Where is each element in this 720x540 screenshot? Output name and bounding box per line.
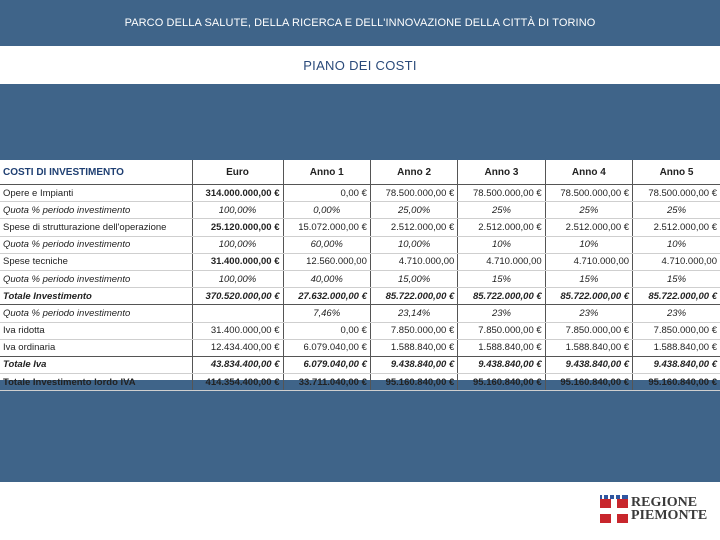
table-cell: 1.588.840,00 € xyxy=(545,339,632,356)
table-cell: 100,00% xyxy=(192,202,283,219)
coat-of-arms-icon xyxy=(600,495,628,523)
table-cell: 23% xyxy=(633,305,720,322)
row-label: Totale Investimento lordo IVA xyxy=(0,374,192,391)
cost-table xyxy=(0,160,720,391)
table-header-row xyxy=(0,160,720,185)
table-cell: 95.160.840,00 € xyxy=(545,374,632,391)
table-cell: 370.520.000,00 € xyxy=(192,288,283,305)
table-row xyxy=(0,339,720,356)
subtitle-bar xyxy=(0,46,720,84)
table-cell: 1.588.840,00 € xyxy=(633,339,720,356)
table-cell: 4.710.000,00 xyxy=(545,253,632,270)
table-cell: 25,00% xyxy=(370,202,457,219)
table-cell: 25% xyxy=(458,202,545,219)
column-header: Anno 1 xyxy=(283,160,370,185)
table-cell: 95.160.840,00 € xyxy=(633,374,720,391)
table-cell: 95.160.840,00 € xyxy=(458,374,545,391)
header-title: PARCO DELLA SALUTE, DELLA RICERCA E DELL'INNOVAZIONE DELLA CITTÀ DI TORINO xyxy=(124,17,596,29)
row-label: Quota % periodo investimento xyxy=(0,202,192,219)
page-title: PIANO DEI COSTI xyxy=(303,57,417,73)
table-cell: 78.500.000,00 € xyxy=(458,185,545,202)
table-row xyxy=(0,185,720,202)
table-row xyxy=(0,270,720,287)
cost-table-container xyxy=(0,160,720,388)
regione-piemonte-logo xyxy=(600,494,710,524)
table-cell: 0,00 € xyxy=(283,322,370,339)
table-cell: 2.512.000,00 € xyxy=(633,219,720,236)
table-cell: 15.072.000,00 € xyxy=(283,219,370,236)
column-header: Anno 2 xyxy=(370,160,457,185)
table-cell: 25% xyxy=(545,202,632,219)
table-cell: 10,00% xyxy=(370,236,457,253)
table-cell: 7,46% xyxy=(283,305,370,322)
logo-line-2: PIEMONTE xyxy=(631,508,708,523)
table-cell: 0,00 € xyxy=(283,185,370,202)
table-cell: 9.438.840,00 € xyxy=(633,356,720,373)
table-row xyxy=(0,219,720,236)
header-bar xyxy=(0,0,720,46)
table-cell: 7.850.000,00 € xyxy=(370,322,457,339)
table-cell: 85.722.000,00 € xyxy=(633,288,720,305)
table-cell: 9.438.840,00 € xyxy=(370,356,457,373)
table-cell: 7.850.000,00 € xyxy=(545,322,632,339)
logo-line-1: REGIONE xyxy=(631,495,698,510)
table-cell: 78.500.000,00 € xyxy=(370,185,457,202)
table-cell: 100,00% xyxy=(192,236,283,253)
table-cell: 23% xyxy=(545,305,632,322)
table-cell: 4.710.000,00 xyxy=(370,253,457,270)
table-cell: 10% xyxy=(545,236,632,253)
column-header: Anno 5 xyxy=(633,160,720,185)
table-row xyxy=(0,305,720,322)
table-cell: 40,00% xyxy=(283,270,370,287)
table-cell: 12.560.000,00 xyxy=(283,253,370,270)
table-cell xyxy=(192,305,283,322)
table-cell: 1.588.840,00 € xyxy=(370,339,457,356)
table-cell: 15% xyxy=(633,270,720,287)
column-header: COSTI DI INVESTIMENTO xyxy=(0,160,192,185)
row-label: Quota % periodo investimento xyxy=(0,305,192,322)
table-cell: 78.500.000,00 € xyxy=(633,185,720,202)
table-cell: 85.722.000,00 € xyxy=(370,288,457,305)
table-cell: 43.834.400,00 € xyxy=(192,356,283,373)
table-cell: 15% xyxy=(545,270,632,287)
table-cell: 414.354.400,00 € xyxy=(192,374,283,391)
table-cell: 7.850.000,00 € xyxy=(458,322,545,339)
table-cell: 9.438.840,00 € xyxy=(545,356,632,373)
table-cell: 4.710.000,00 xyxy=(458,253,545,270)
table-cell: 9.438.840,00 € xyxy=(458,356,545,373)
table-cell: 2.512.000,00 € xyxy=(458,219,545,236)
row-label: Spese tecniche xyxy=(0,253,192,270)
table-cell: 25.120.000,00 € xyxy=(192,219,283,236)
table-cell: 100,00% xyxy=(192,270,283,287)
table-cell: 78.500.000,00 € xyxy=(545,185,632,202)
table-cell: 15% xyxy=(458,270,545,287)
table-cell: 23,14% xyxy=(370,305,457,322)
row-label: Opere e Impianti xyxy=(0,185,192,202)
row-label: Iva ordinaria xyxy=(0,339,192,356)
table-cell: 2.512.000,00 € xyxy=(545,219,632,236)
row-label: Spese di strutturazione dell'operazione xyxy=(0,219,192,236)
logo-text xyxy=(631,496,707,522)
row-label: Quota % periodo investimento xyxy=(0,236,192,253)
table-cell: 1.588.840,00 € xyxy=(458,339,545,356)
table-cell: 31.400.000,00 € xyxy=(192,253,283,270)
table-cell: 31.400.000,00 € xyxy=(192,322,283,339)
table-cell: 2.512.000,00 € xyxy=(370,219,457,236)
table-cell: 7.850.000,00 € xyxy=(633,322,720,339)
table-cell: 0,00% xyxy=(283,202,370,219)
table-cell: 23% xyxy=(458,305,545,322)
table-row xyxy=(0,322,720,339)
table-cell: 33.711.040,00 € xyxy=(283,374,370,391)
column-header: Anno 4 xyxy=(545,160,632,185)
column-header: Euro xyxy=(192,160,283,185)
table-cell: 12.434.400,00 € xyxy=(192,339,283,356)
row-label: Totale Investimento xyxy=(0,288,192,305)
table-cell: 314.000.000,00 € xyxy=(192,185,283,202)
table-cell: 6.079.040,00 € xyxy=(283,339,370,356)
row-label: Totale Iva xyxy=(0,356,192,373)
table-cell: 85.722.000,00 € xyxy=(458,288,545,305)
row-label: Iva ridotta xyxy=(0,322,192,339)
row-label: Quota % periodo investimento xyxy=(0,270,192,287)
table-cell: 15,00% xyxy=(370,270,457,287)
table-row xyxy=(0,253,720,270)
table-cell: 95.160.840,00 € xyxy=(370,374,457,391)
column-header: Anno 3 xyxy=(458,160,545,185)
table-cell: 10% xyxy=(633,236,720,253)
table-row xyxy=(0,236,720,253)
table-body xyxy=(0,185,720,391)
table-cell: 25% xyxy=(633,202,720,219)
table-cell: 6.079.040,00 € xyxy=(283,356,370,373)
table-cell: 10% xyxy=(458,236,545,253)
table-row xyxy=(0,356,720,373)
table-cell: 60,00% xyxy=(283,236,370,253)
table-row xyxy=(0,202,720,219)
table-row xyxy=(0,288,720,305)
table-cell: 27.632.000,00 € xyxy=(283,288,370,305)
table-cell: 85.722.000,00 € xyxy=(545,288,632,305)
table-row xyxy=(0,374,720,391)
table-cell: 4.710.000,00 xyxy=(633,253,720,270)
